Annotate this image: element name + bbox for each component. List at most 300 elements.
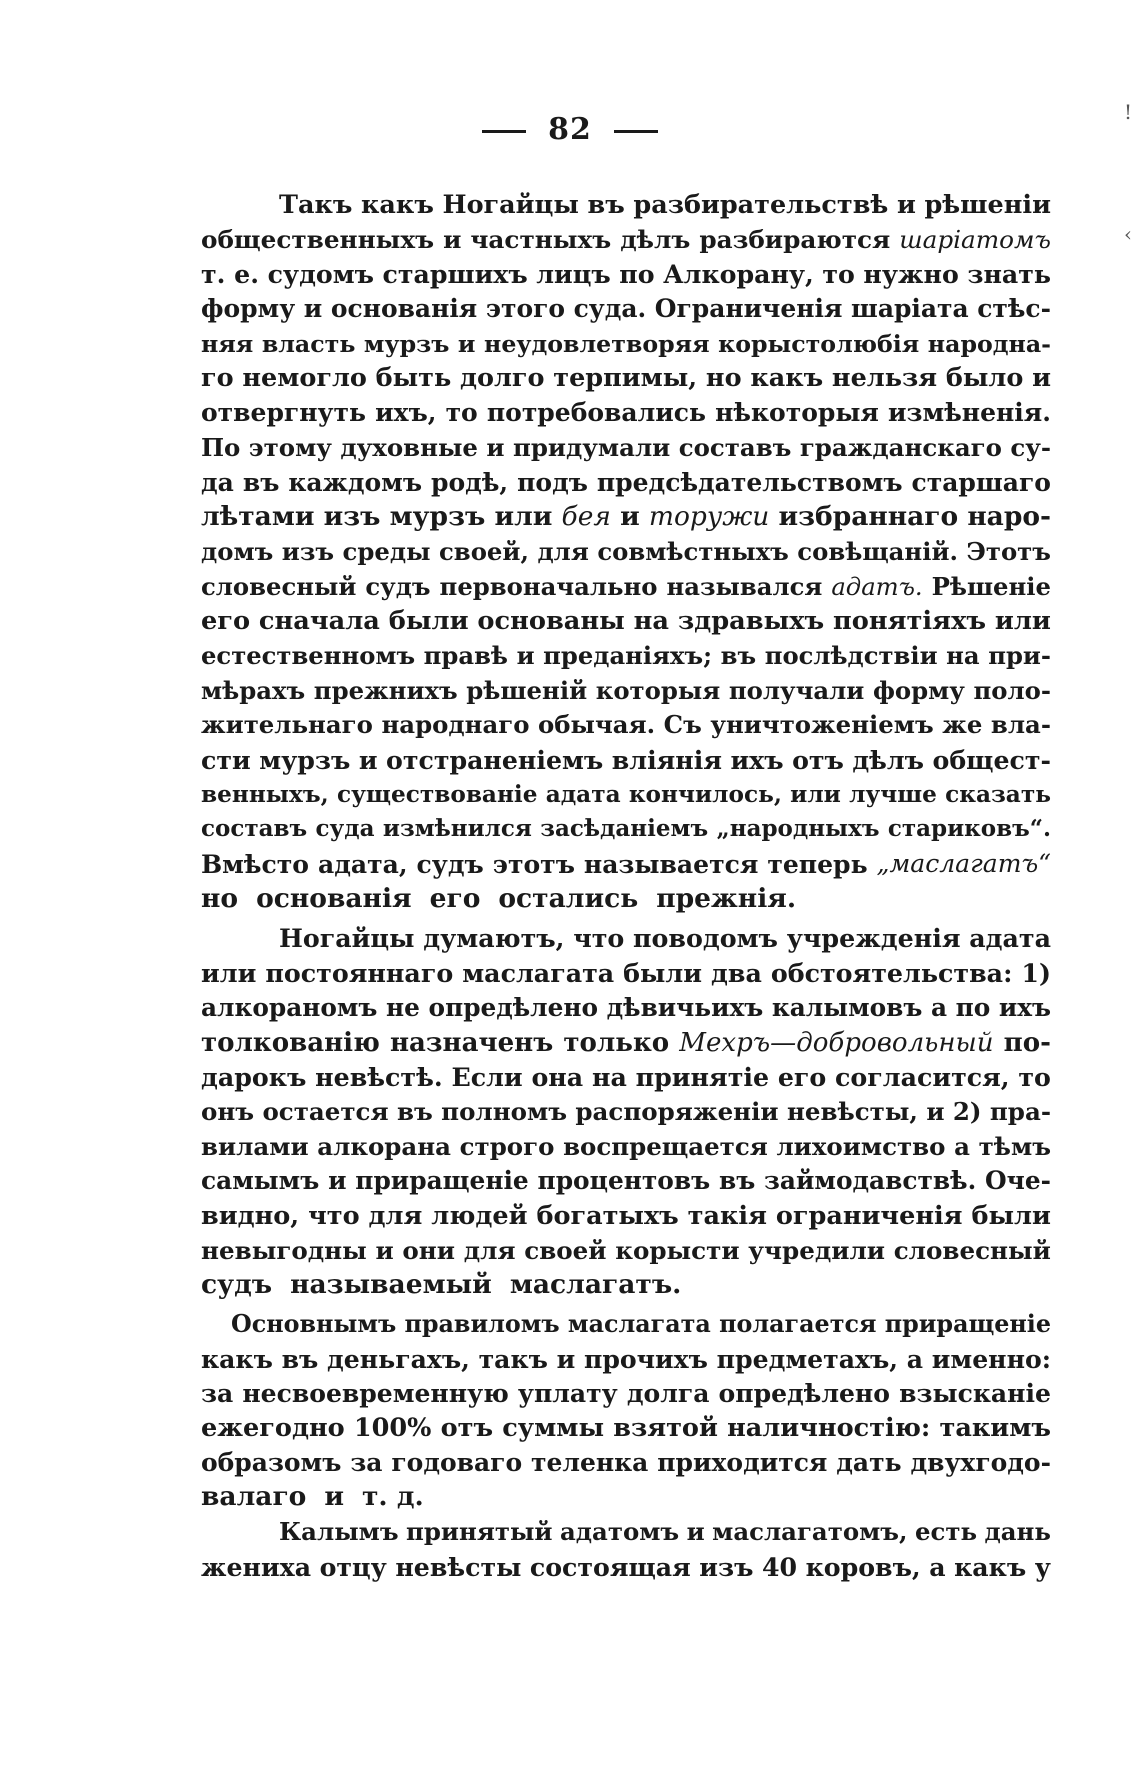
right-dash [614, 130, 658, 133]
word: въ [396, 1096, 433, 1126]
word: процентовъ [537, 1166, 711, 1196]
word: воспрещается [563, 1131, 768, 1161]
text-line [201, 1199, 1051, 1234]
word: тѣмъ [978, 1131, 1051, 1161]
word: Такъ [279, 190, 353, 220]
word: теперь [767, 849, 868, 880]
word: его [429, 882, 481, 914]
word: но [201, 882, 239, 914]
word: какъ [201, 1343, 273, 1374]
page-number-header [0, 112, 1140, 147]
text-line [201, 1234, 1051, 1269]
paragraph [201, 921, 1051, 1303]
text-line [201, 361, 1051, 396]
word: и [375, 1235, 394, 1265]
word: а [906, 1343, 924, 1374]
word: остается [262, 1096, 389, 1126]
word: измѣненія. [888, 398, 1051, 428]
word: лѣтами [201, 501, 315, 533]
text-line [201, 1164, 1051, 1199]
word: Калымъ [279, 1517, 399, 1547]
word: взятой [613, 1413, 718, 1444]
word: адата [969, 923, 1051, 954]
word: этого [485, 294, 565, 324]
word: народна- [927, 329, 1051, 358]
word: что [573, 923, 625, 954]
word: нужно [863, 259, 959, 290]
body-text [201, 188, 1051, 1585]
text-line [201, 847, 1051, 882]
word: основанія [330, 294, 478, 324]
word: шаріата [851, 294, 969, 324]
text-line [201, 535, 1051, 570]
text-line [201, 1480, 1051, 1515]
word: уплату [517, 1378, 618, 1409]
word: Оче- [985, 1166, 1051, 1196]
word: быть [375, 363, 452, 394]
word: невѣсты, [786, 1096, 918, 1126]
word: получали [728, 675, 865, 705]
word: здравыхъ [677, 606, 825, 637]
word: и [686, 1517, 705, 1547]
word: корыстолюбія [718, 329, 920, 358]
word: какъ [954, 1551, 1027, 1582]
word: ограниченія [775, 1200, 963, 1231]
word: Ограниченія [654, 294, 843, 324]
word: при- [988, 640, 1051, 670]
word: су- [1010, 432, 1051, 462]
word: „народныхъ [716, 815, 880, 843]
text-line [201, 1060, 1051, 1095]
page-number: 82 [548, 112, 592, 147]
text-line [201, 639, 1051, 674]
word: за [201, 1378, 234, 1409]
word: въ [720, 640, 757, 670]
word: образомъ [201, 1447, 342, 1477]
word: опредѣлено [718, 1378, 890, 1409]
word: разбирательствѣ [633, 190, 889, 220]
word: Съ [663, 710, 702, 740]
word: Вмѣсто [201, 849, 310, 880]
word: адата, [317, 849, 408, 880]
word: займодавствѣ. [764, 1166, 977, 1196]
word: ихъ [998, 992, 1051, 1022]
word: суда. [573, 294, 647, 324]
word: засѣданіемъ [540, 815, 709, 843]
word: суммы [502, 1413, 605, 1444]
word: на [633, 606, 669, 637]
word: Ногайцы [279, 923, 415, 954]
word: 40 [761, 1551, 798, 1582]
text-line [201, 188, 1051, 223]
word: терпимы, [553, 363, 698, 394]
word: изъ [323, 501, 381, 533]
word: сначала [258, 606, 380, 637]
word: Этотъ [966, 536, 1051, 566]
word: и [358, 745, 378, 775]
word: долго [460, 363, 545, 394]
word: теленка [531, 1447, 649, 1477]
word: подъ [517, 467, 588, 497]
word: именно: [931, 1343, 1051, 1374]
text-line [201, 257, 1051, 292]
word: т. е. [201, 259, 260, 290]
word: т. д. [362, 1481, 424, 1513]
word: маслагата [567, 1310, 711, 1338]
word: адатомъ [559, 1517, 680, 1547]
word: постояннаго [265, 958, 454, 989]
word: кончилось, [628, 780, 782, 808]
text-line [201, 604, 1051, 639]
word: старшаго [911, 467, 1051, 497]
text-line [201, 1411, 1051, 1446]
word: составъ [678, 432, 792, 462]
word: избраннаго [778, 501, 959, 533]
word: богатыхъ [536, 1200, 679, 1231]
word: основаны [477, 606, 625, 637]
word: форму [872, 675, 965, 705]
word: или [994, 606, 1051, 637]
word: маслагатъ. [509, 1269, 682, 1301]
word: прежнихъ [313, 675, 458, 705]
word: стѣс- [977, 294, 1051, 324]
word: распоряженіи [575, 1096, 779, 1126]
word: было [945, 363, 1024, 394]
word: дѣвичьихъ [606, 992, 764, 1022]
text-line [201, 1095, 1051, 1130]
text-line [201, 292, 1051, 327]
word: состоящая [529, 1551, 691, 1582]
word: существованіе [336, 780, 538, 808]
word: венныхъ, [201, 780, 329, 808]
word: строго [459, 1131, 555, 1161]
word: и [486, 432, 505, 462]
word: шаріатомъ [899, 224, 1051, 254]
word: отъ [792, 745, 844, 775]
text-line [201, 431, 1051, 466]
word: такъ [478, 1343, 548, 1374]
word: ихъ, [375, 398, 437, 428]
word: калымовъ [771, 992, 923, 1022]
word: что [308, 1200, 360, 1231]
word: преданіяхъ; [543, 640, 713, 670]
word: видно, [201, 1200, 300, 1231]
word: несвоевременную [242, 1378, 509, 1409]
word: и [516, 640, 535, 670]
word: алкорана [317, 1131, 451, 1161]
word: мурзъ [363, 329, 450, 358]
text-line [201, 956, 1051, 991]
left-dash [482, 130, 526, 133]
word: назначенъ [389, 1027, 554, 1058]
word: въ [242, 467, 280, 497]
word: и [457, 329, 476, 358]
word: суда [315, 815, 375, 843]
text-line [201, 223, 1051, 258]
word: а [954, 1131, 970, 1161]
word: Основнымъ [231, 1310, 397, 1338]
word: не [386, 992, 420, 1022]
word: правиломъ [404, 1310, 560, 1338]
word: называется [583, 849, 759, 880]
word: и [620, 501, 640, 533]
word: приходится [657, 1447, 828, 1477]
word: няя [201, 329, 254, 358]
word: такимъ [939, 1413, 1051, 1444]
word: взысканіе [899, 1378, 1051, 1409]
word: невыгодны [201, 1235, 367, 1265]
word: рѣшеніи [924, 190, 1051, 220]
word: алкораномъ [201, 992, 378, 1022]
word: самымъ [201, 1166, 320, 1196]
word: изъ [699, 1551, 754, 1582]
word: поло- [973, 675, 1051, 705]
word: назывался [666, 571, 823, 601]
word: правѣ [423, 640, 508, 670]
word: судомъ [267, 259, 374, 290]
word: естественномъ [201, 640, 416, 670]
text-line [201, 743, 1051, 778]
word: предсѣдательствомъ [596, 467, 903, 497]
text-line [201, 1307, 1051, 1342]
word: невѣсты [395, 1551, 522, 1582]
word: домъ [201, 536, 274, 566]
word: своей, [438, 536, 529, 566]
word: лихоимство [776, 1131, 946, 1161]
word: такія [687, 1200, 767, 1231]
word: вла- [990, 710, 1051, 740]
word: толкованію [201, 1027, 380, 1058]
text-line [201, 327, 1051, 362]
word: въ [281, 1343, 319, 1374]
word: наличностію: [727, 1413, 931, 1444]
word: основанія [256, 882, 412, 914]
word: Ногайцы [442, 190, 579, 220]
word: и [926, 1096, 945, 1126]
word: этому [248, 432, 332, 462]
word: пра- [989, 1096, 1051, 1126]
word: невѣстѣ. [315, 1062, 443, 1093]
word: судъ [416, 849, 484, 880]
word: полагается [719, 1310, 877, 1338]
word: дѣлъ [620, 224, 691, 254]
word: нѣкоторыя [715, 398, 879, 428]
text-line [201, 570, 1051, 605]
word: по [619, 259, 655, 290]
word: адатъ. [831, 571, 923, 601]
word: вліянія [611, 745, 722, 775]
text-line [201, 1130, 1051, 1165]
word: и [328, 1166, 347, 1196]
word: то [1018, 1062, 1051, 1093]
word: Рѣшеніе [931, 571, 1051, 601]
text-line [201, 921, 1051, 956]
word: какъ [750, 363, 824, 394]
text-line [201, 1550, 1051, 1585]
word: власть [261, 329, 356, 358]
text-line [201, 674, 1051, 709]
word: же [942, 710, 983, 740]
text-line [201, 500, 1051, 535]
word: два [711, 958, 762, 989]
word: по- [1003, 1027, 1051, 1058]
word: стариковъ“. [887, 815, 1051, 843]
word: поводомъ [633, 923, 778, 954]
word: прочихъ [583, 1343, 708, 1374]
word: торужи [648, 501, 770, 533]
word: разбираются [699, 224, 891, 254]
word: дань [984, 1517, 1051, 1547]
word: согласится, [835, 1062, 1010, 1093]
word: годоваго [391, 1447, 523, 1477]
word: словесный [893, 1235, 1051, 1265]
word: полномъ [441, 1096, 568, 1126]
word: гражданскаго [799, 432, 1002, 462]
word: есть [914, 1517, 978, 1547]
word: каждомъ [288, 467, 423, 497]
word: совѣщаній. [797, 536, 958, 566]
word: дарокъ [201, 1062, 307, 1093]
word: Если [451, 1062, 523, 1093]
word: адата [545, 780, 621, 808]
word: людей [431, 1200, 528, 1231]
word: мѣрахъ [201, 675, 306, 705]
word: а [929, 1551, 946, 1582]
text-line [201, 812, 1051, 847]
word: наро- [967, 501, 1051, 533]
word: дать [836, 1447, 902, 1477]
word: остались [498, 882, 639, 914]
word: были [623, 958, 703, 989]
word: 100% [353, 1413, 432, 1444]
word: думаютъ, [423, 923, 565, 954]
word: судъ [365, 571, 431, 601]
word: обстоятельства: [770, 958, 1013, 989]
word: бея [561, 501, 611, 533]
word: измѣнился [382, 815, 532, 843]
word: и [1032, 363, 1051, 394]
word: народнаго [381, 710, 530, 740]
word: для [537, 536, 589, 566]
word: лицъ [536, 259, 611, 290]
word: корысти [615, 1235, 740, 1265]
word: судъ [201, 1269, 273, 1301]
word: мурзъ [259, 745, 351, 775]
text-line [201, 1376, 1051, 1411]
word: маслагатомъ, [712, 1517, 908, 1547]
word: она [531, 1062, 584, 1093]
word: уничтоженіемъ [710, 710, 934, 740]
word: первоначально [439, 571, 658, 601]
word: учредили [748, 1235, 886, 1265]
word: 1) [1021, 958, 1051, 989]
word: въ [718, 1166, 756, 1196]
text-line [201, 1446, 1051, 1481]
word: опредѣлено [428, 992, 599, 1022]
word: у [1034, 1551, 1051, 1582]
word: сти [201, 745, 251, 775]
word: то [445, 398, 478, 428]
word: родѣ, [431, 467, 509, 497]
word: на [946, 640, 980, 670]
word: и [303, 294, 323, 324]
word: изъ [281, 536, 335, 566]
word: го [201, 363, 234, 394]
margin-mark-second: ‹ [1124, 222, 1132, 246]
word: были [388, 606, 469, 637]
word: принятый [406, 1517, 553, 1547]
word: то [822, 259, 855, 290]
word: называемый [290, 1269, 492, 1301]
word: деньгахъ, [327, 1343, 470, 1374]
word: жительнаго [201, 710, 373, 740]
word: на [591, 1062, 627, 1093]
text-line [201, 991, 1051, 1026]
text-line [201, 1268, 1051, 1303]
word: отъ [440, 1413, 494, 1444]
word: или [494, 501, 553, 533]
word: частныхъ [470, 224, 612, 254]
word: сказать [945, 780, 1051, 808]
word: долга [626, 1378, 710, 1409]
word: его [201, 606, 251, 637]
word: послѣдствіи [764, 640, 938, 670]
word: онъ [201, 1096, 255, 1126]
margin-mark-top: ! [1124, 100, 1133, 124]
word: Алкорану, [663, 259, 814, 290]
text-line [201, 466, 1051, 501]
text-line [201, 1515, 1051, 1550]
word: коровъ, [805, 1551, 921, 1582]
word: совмѣстныхъ [597, 536, 789, 566]
word: вилами [201, 1131, 309, 1161]
word: своей [524, 1235, 607, 1265]
word: предметахъ, [716, 1343, 899, 1374]
word: По [201, 432, 241, 462]
word: а [930, 992, 947, 1022]
word: для [368, 1200, 423, 1231]
word: мурзъ [389, 501, 486, 533]
word: жениха [201, 1551, 312, 1582]
word: за [350, 1447, 383, 1477]
word: его [777, 1062, 827, 1093]
paragraph [201, 188, 1051, 916]
word: „маслагатъ“ [876, 849, 1051, 879]
word: и [556, 1343, 576, 1374]
text-line [201, 1342, 1051, 1377]
word: общест- [932, 745, 1051, 775]
word: въ [587, 190, 625, 220]
word: и [443, 224, 462, 254]
word: да [201, 467, 234, 497]
word: для [463, 1235, 516, 1265]
word: отцу [319, 1551, 387, 1582]
word: приращеніе [884, 1310, 1051, 1338]
word: словесный [201, 571, 357, 601]
word: валаго [201, 1481, 307, 1513]
word: или [790, 780, 841, 808]
word: придумали [512, 432, 671, 462]
word: ежегодно [201, 1413, 345, 1444]
word: прежнія. [656, 882, 797, 914]
word: и [324, 1481, 345, 1513]
word: форму [201, 294, 296, 324]
word: 2) [952, 1096, 982, 1126]
word: знать [967, 259, 1051, 290]
word: нельзя [831, 363, 938, 394]
text-line [201, 1026, 1051, 1061]
word: по [955, 992, 991, 1022]
